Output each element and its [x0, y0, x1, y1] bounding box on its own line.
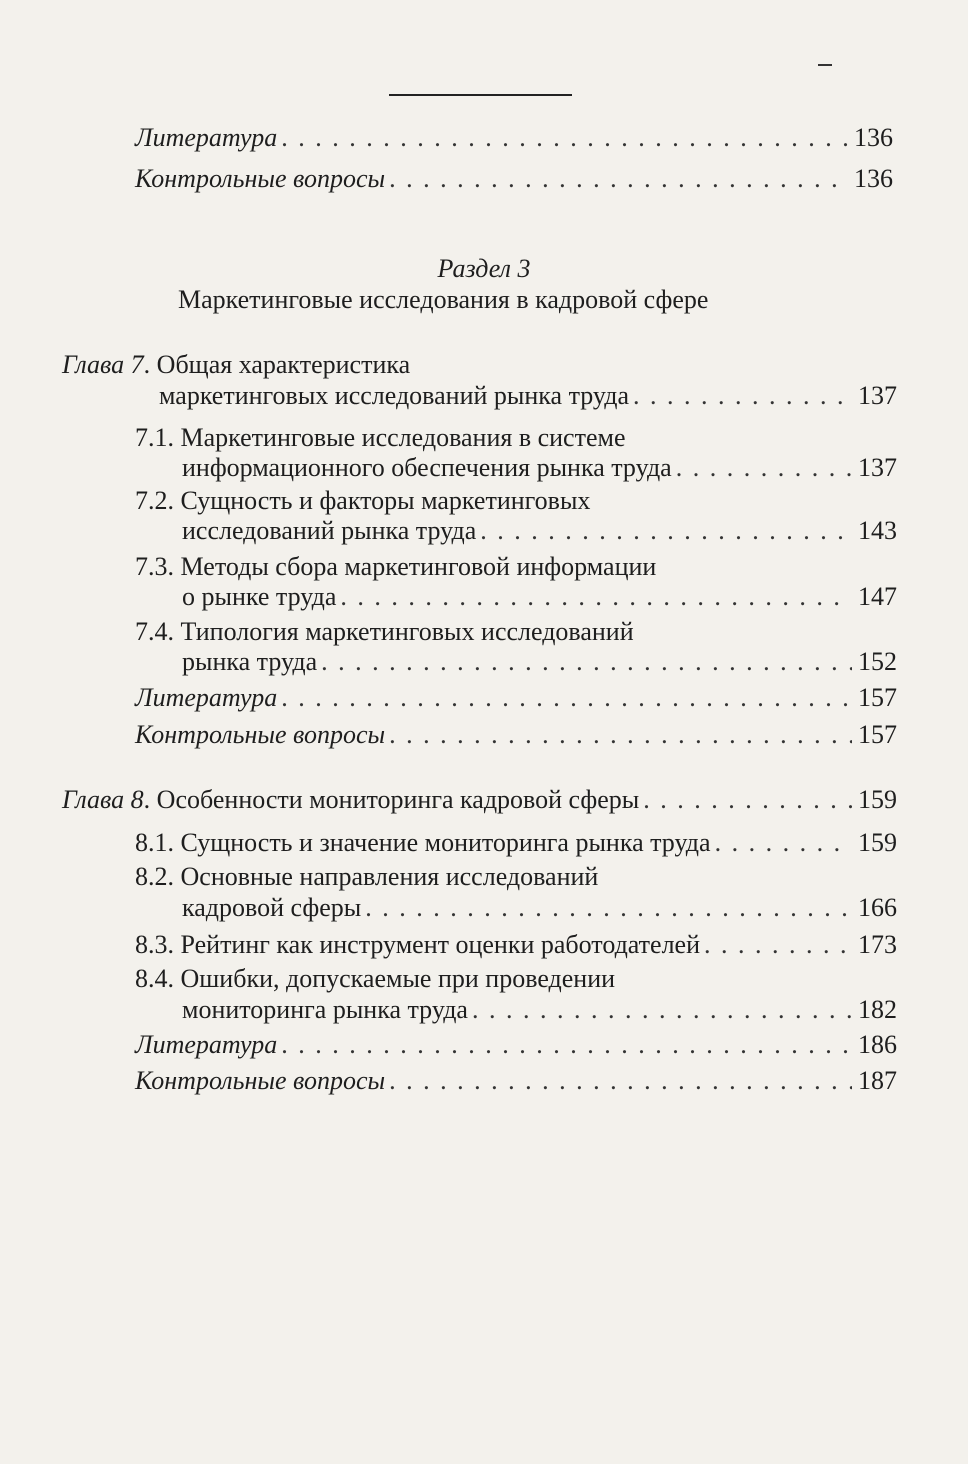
- item-7-4-line2: рынка труда: [182, 647, 318, 676]
- toc-page: 187: [858, 1066, 897, 1095]
- chapter8-heading: [62, 785, 897, 815]
- item-7-2-line1: 7.2. Сущность и факторы маркетинговых: [135, 486, 591, 515]
- chapter7-literature: [135, 683, 897, 713]
- item-7-4-line1: 7.4. Типология маркетинговых исследований: [135, 617, 634, 646]
- chapter8-prefix: Глава 8: [62, 785, 144, 814]
- leader-dots: [643, 785, 852, 815]
- item-8-4-line1: 8.4. Ошибки, допускаемые при проведении: [135, 964, 616, 993]
- item-7-1-line1: 7.1. Маркетинговые исследования в системе: [135, 423, 626, 452]
- toc-page: 136: [854, 123, 893, 152]
- item-7-1-entry: [182, 453, 897, 483]
- leader-dots: [365, 893, 852, 923]
- leader-dots: [281, 683, 852, 713]
- toc-page: 166: [858, 893, 897, 922]
- leader-dots: [633, 381, 852, 411]
- chapter7-title-line2: маркетинговых исследований рынка труда: [159, 381, 630, 410]
- toc-page: 147: [858, 582, 897, 611]
- toc-page: 186: [858, 1030, 897, 1059]
- leader-dots: [715, 828, 852, 858]
- toc-page: 182: [858, 995, 897, 1024]
- section-subtitle: Маркетинговые исследования в кадровой сфере: [178, 285, 709, 314]
- toc-page: 159: [858, 785, 897, 814]
- toc-label: Литература: [135, 1030, 278, 1059]
- item-8-4-line2: мониторинга рынка труда: [182, 995, 468, 1024]
- leader-dots: [389, 1066, 852, 1096]
- chapter7-title-line2-entry: [159, 381, 897, 411]
- toc-page: 157: [858, 720, 897, 749]
- item-7-4-entry: [182, 647, 897, 677]
- toc-page: 137: [858, 453, 897, 482]
- leader-dots: [704, 930, 852, 960]
- toc-label: Литература: [135, 683, 278, 712]
- item-8-1-label: 8.1. Сущность и значение мониторинга рынка труда: [135, 828, 711, 857]
- toc-page: 136: [854, 164, 893, 193]
- leader-dots: [676, 453, 852, 483]
- toc-page: 157: [858, 683, 897, 712]
- toc-label: Литература: [135, 123, 278, 152]
- chapter7-heading: [62, 350, 410, 380]
- item-8-2-line2: кадровой сферы: [182, 893, 362, 922]
- item-7-2-entry: [182, 516, 897, 546]
- leader-dots: [389, 720, 852, 750]
- toc-label: Контрольные вопросы: [135, 164, 386, 193]
- item-8-3-entry: [135, 930, 897, 960]
- leader-dots: [480, 516, 852, 546]
- item-8-1-entry: [135, 828, 897, 858]
- item-8-4-entry: [182, 995, 897, 1025]
- corner-mark: [818, 64, 832, 66]
- toc-page: 143: [858, 516, 897, 545]
- toc-entry-literature-1: [135, 123, 893, 153]
- item-8-2-entry: [182, 893, 897, 923]
- toc-page: 159: [858, 828, 897, 857]
- header-rule: [389, 94, 572, 96]
- toc-label: Контрольные вопросы: [135, 720, 386, 749]
- chapter7-title-line1: . Общая характеристика: [143, 350, 411, 379]
- toc-page: 152: [858, 647, 897, 676]
- item-7-2-line2: исследований рынка труда: [182, 516, 477, 545]
- item-7-3-line2: о рынке труда: [182, 582, 337, 611]
- item-8-3-label: 8.3. Рейтинг как инструмент оценки работодателей: [135, 930, 701, 959]
- leader-dots: [340, 582, 852, 612]
- leader-dots: [472, 995, 852, 1025]
- leader-dots: [281, 123, 848, 153]
- item-7-1-line2: информационного обеспечения рынка труда: [182, 453, 672, 482]
- toc-entry-questions-1: [135, 164, 893, 194]
- toc-page: 137: [858, 381, 897, 410]
- chapter8-literature: [135, 1030, 897, 1060]
- leader-dots: [389, 164, 848, 194]
- chapter7-prefix: Глава 7: [62, 350, 144, 379]
- chapter8-title: . Особенности мониторинга кадровой сферы: [143, 785, 640, 814]
- toc-page: 173: [858, 930, 897, 959]
- item-8-2-line1: 8.2. Основные направления исследований: [135, 862, 599, 891]
- item-7-3-line1: 7.3. Методы сбора маркетинговой информации: [135, 552, 657, 581]
- section-title: Раздел 3: [437, 254, 531, 283]
- leader-dots: [321, 647, 852, 677]
- chapter8-questions: [135, 1066, 897, 1096]
- item-7-3-entry: [182, 582, 897, 612]
- toc-label: Контрольные вопросы: [135, 1066, 386, 1095]
- chapter7-questions: [135, 720, 897, 750]
- leader-dots: [281, 1030, 852, 1060]
